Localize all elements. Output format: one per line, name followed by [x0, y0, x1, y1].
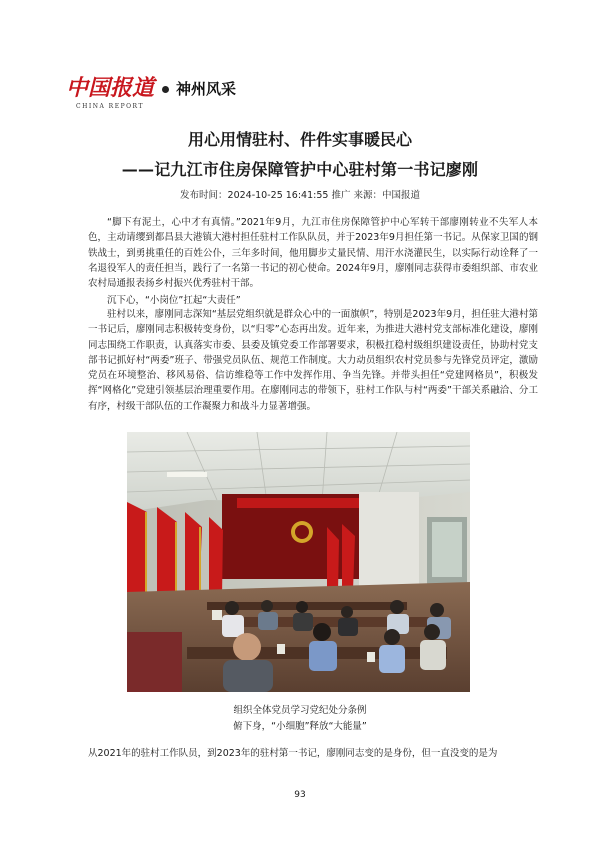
- paragraph-text: 从2021年的驻村工作队员，到2023年的驻村第一书记，廖刚同志变的是身份，但一直没变的是为: [88, 748, 498, 759]
- paragraph-intro: [88, 215, 538, 291]
- logo-chinese-text: 中国报道: [66, 75, 155, 101]
- logo-english-text: CHINA REPORT: [76, 103, 144, 110]
- meeting-photo: [127, 432, 470, 692]
- article-subtitle: ——记九江市住房保障管护中心驻村第一书记廖刚: [121, 160, 479, 179]
- paragraph-text: “脚下有泥土，心中才有真情。”2021年9月，九江市住房保障管护中心军转干部廖刚转业不失军人本色，主动请缨到都昌县大港镇大港村担任驻村工作队队员，并于2023年9月担任第一书记。从保家卫国的钢铁战士，到勇挑重任的百姓公仆，三年多时间，他用脚步丈量民情、用汗水浇灌民生，以实际行动诠释了一名退役军人的责任担当，践行了一名第一书记的初心使命。2024年9月，廖刚同志获得市委组织部、市农业农村局通报表扬乡村振兴优秀驻村干部。: [88, 217, 538, 290]
- section-heading-2: 俯下身，“小细胞”释放“大能量”: [233, 721, 367, 732]
- page-number: 93: [294, 790, 306, 800]
- china-report-logo: [66, 76, 158, 122]
- bullet-dot-icon: [162, 86, 169, 93]
- paragraph-party-building: [88, 307, 538, 414]
- paragraph-continued: [88, 746, 538, 761]
- section-title: 神州风采: [176, 80, 237, 98]
- photo-caption: 组织全体党员学习党纪处分条例: [233, 705, 367, 716]
- publish-meta: 发布时间：2024-10-25 16:41:55 推广 来源：中国报道: [180, 190, 420, 201]
- paragraph-text: 驻村以来，廖刚同志深知“基层党组织就是群众心中的一面旗帜”，特别是2023年9月，担任驻大港村第一书记后，廖刚同志积极转变身份，以“归零”心态再出发。近年来，为推进大港村党支部标准化建设，廖刚同志围绕工作职责，认真落实市委、县委及镇党委工作部署要求，积极扛稳村级组织建设责任，协助村党支部书记抓好村“两委”班子、带强党员队伍、规范工作制度。大力动员组织农村党员参与先锋党员评定，激励党员在环境整治、移风易俗、信访维稳等工作中发挥作用、争当先锋。并带头担任“党建网格员”，积极发挥“网格化”党建引领基层治理重要作用。在廖刚同志的带领下，驻村工作队与村“两委”干部关系融洽、分工有序，村级干部队伍的工作凝聚力和战斗力显著增强。: [88, 309, 538, 412]
- article-title: 用心用情驻村、件件实事暖民心: [187, 130, 412, 149]
- section-heading-1: 沉下心，“小岗位”扛起“大责任”: [107, 295, 241, 306]
- header: [66, 76, 546, 122]
